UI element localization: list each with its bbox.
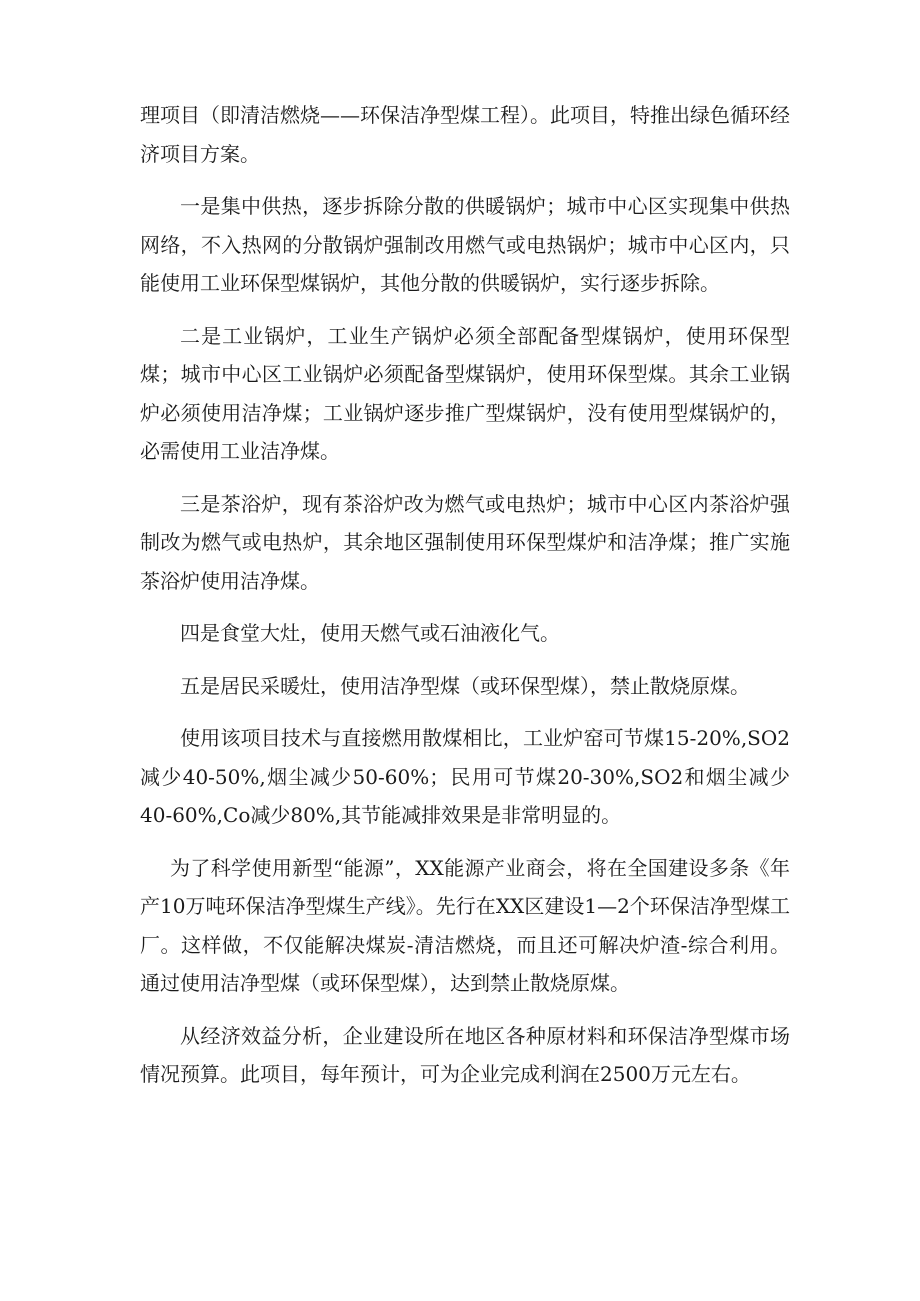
paragraph-production-lines: 为了科学使用新型“能源”，XX能源产业商会，将在全国建设多条《年产10万吨环保洁净型煤生产线》。先行在XX区建设1—2个环保洁净型煤工厂。这样做，不仅能解决煤炭-清洁燃烧，而且还可解决炉渣-综合利用。通过使用洁净型煤（或环保型煤），达到禁止散烧原煤。	[140, 855, 790, 995]
paragraph-central-heating: 一是集中供热，逐步拆除分散的供暖锅炉；城市中心区实现集中供热网络，不入热网的分散锅炉强制改用燃气或电热锅炉；城市中心区内，只能使用工业环保型煤锅炉，其他分散的供暖锅炉，实行逐步拆除。	[140, 194, 790, 295]
paragraph-economic-benefit: 从经济效益分析，企业建设所在地区各种原材料和环保洁净型煤市场情况预算。此项目，每年预计，可为企业完成利润在2500万元左右。	[140, 1023, 790, 1086]
paragraph-tea-bath-stoves: 三是茶浴炉，现有茶浴炉改为燃气或电热炉；城市中心区内茶浴炉强制改为燃气或电热炉，其余地区强制使用环保型煤炉和洁净煤；推广实施茶浴炉使用洁净煤。	[140, 491, 790, 593]
paragraph-canteen-stoves: 四是食堂大灶，使用天燃气或石油液化气。	[180, 621, 560, 645]
document-body	[140, 96, 790, 1094]
paragraph-industrial-boilers: 二是工业锅炉，工业生产锅炉必须全部配备型煤锅炉，使用环保型煤；城市中心区工业锅炉必须配备型煤锅炉，使用环保型煤。其余工业锅炉必须使用洁净煤；工业锅炉逐步推广型煤锅炉，没有使用型煤锅炉的，必需使用工业洁净煤。	[140, 323, 790, 463]
paragraph-residential-heating: 五是居民采暖灶，使用洁净型煤（或环保型煤），禁止散烧原煤。	[180, 673, 750, 698]
paragraph-energy-savings: 使用该项目技术与直接燃用散煤相比，工业炉窑可节煤15-20%,SO2减少40-50%,烟尘减少50-60%；民用可节煤20-30%,SO2和烟尘减少40-60%,Co减少80%,其节能减排效果是非常明显的。	[140, 726, 790, 827]
paragraph-continuation: 理项目（即清洁燃烧——环保洁净型煤工程）。此项目，特推出绿色循环经济项目方案。	[140, 103, 790, 166]
